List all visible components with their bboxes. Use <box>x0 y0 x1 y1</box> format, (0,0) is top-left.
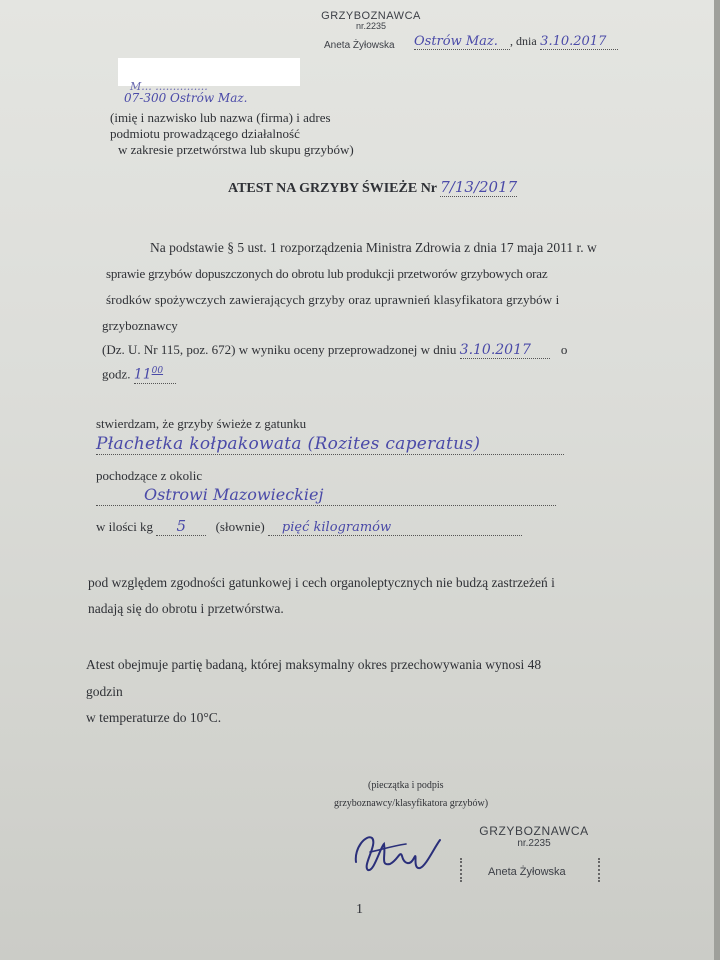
para2-line2: nadają się do obrotu i przetwórstwa. <box>88 601 284 616</box>
minutes-value: 00 <box>151 366 164 376</box>
place-handwritten: Ostrów Maz. <box>414 34 510 50</box>
quantity-prefix: w ilości kg <box>96 519 154 534</box>
sender-label-line2: podmiotu prowadzącego działalność <box>110 126 300 141</box>
hour-value: 11 <box>133 366 152 383</box>
para1-hour-label: godz. <box>102 366 131 382</box>
stamp-bottom-line2: nr.2235 <box>517 838 551 850</box>
signature <box>350 826 446 876</box>
sender-label-line1: (imię i nazwisko lub nazwa (firma) i adres <box>110 110 331 125</box>
para3-line3: w temperaturze do 10°C. <box>86 710 222 725</box>
para3-line1: Atest obejmuje partię badaną, której maksymalny okres przechowywania wynosi 48 <box>86 657 542 672</box>
stamp-top-line2: nr.2235 <box>355 21 387 32</box>
para1-line5-prefix: (Dz. U. Nr 115, poz. 672) w wyniku oceny przeprowadzonej w dniu <box>102 342 457 357</box>
para1-line3: środków spożywczych zawierających grzyby oraz uprawnień klasyfikatora grzybów i <box>106 292 560 307</box>
date-handwritten: 3.10.2017 <box>540 34 618 50</box>
paper-edge <box>714 0 720 960</box>
stamp-bottom-line1: GRZYBOZNAWCA <box>479 824 589 838</box>
para1-line5-suffix: o <box>560 342 568 357</box>
origin-handwritten: Ostrowi Mazowieckiej <box>144 485 324 504</box>
page-number: 1 <box>356 902 363 917</box>
sender-handwritten-line1: M... ............... <box>130 80 208 93</box>
sender-handwritten-line2: 07-300 Ostrów Maz. <box>124 91 248 105</box>
date-label: , dnia <box>510 34 537 48</box>
para1-line2: sprawie grzybów dopuszczonych do obrotu lub produkcji przetworów grzybowych oraz <box>106 266 548 281</box>
document-title <box>228 178 517 197</box>
quantity-value-handwritten: 5 <box>156 517 206 536</box>
para1-line6 <box>102 366 176 384</box>
stamp-mark-left <box>460 858 464 882</box>
quantity-words-handwritten: pięć kilogramów <box>268 520 522 536</box>
stamp-top <box>306 10 436 32</box>
stamp-bottom-name: Aneta Żyłowska <box>488 866 566 878</box>
title-number-handwritten: 7/13/2017 <box>440 178 518 196</box>
stamp-top-name: Aneta Żyłowska <box>324 40 395 51</box>
para1-line4: grzyboznawcy <box>102 318 178 333</box>
species-label: stwierdzam, że grzyby świeże z gatunku <box>96 416 307 431</box>
para1-line5 <box>102 342 567 359</box>
sender-label-line3: w zakresie przetwórstwa lub skupu grzybów) <box>118 142 354 157</box>
stamp-bottom <box>470 825 598 849</box>
para1-hour-handwritten <box>134 366 176 384</box>
stamp-mark-right <box>598 858 602 882</box>
stamp-top-line1: GRZYBOZNAWCA <box>321 10 421 22</box>
para2-line1: pod względem zgodności gatunkowej i cech organoleptycznych nie budzą zastrzeżeń i <box>88 575 555 590</box>
species-handwritten: Płachetka kołpakowata (Rozites caperatus) <box>96 434 564 455</box>
para3-line2: godzin <box>86 684 123 699</box>
place-date <box>414 34 618 50</box>
quantity-line <box>96 517 522 536</box>
title-text: ATEST NA GRZYBY ŚWIEŻE Nr <box>228 181 437 196</box>
quantity-words-label: (słownie) <box>215 519 265 534</box>
signature-caption-line1: (pieczątka i podpis <box>368 780 444 791</box>
signature-caption-line2: grzyboznawcy/klasyfikatora grzybów) <box>334 798 489 809</box>
origin-line <box>96 485 556 506</box>
para1-line1: Na podstawie § 5 ust. 1 rozporządzenia Ministra Zdrowia z dnia 17 maja 2011 r. w <box>150 240 597 255</box>
origin-label: pochodzące z okolic <box>96 468 203 483</box>
para1-date-handwritten: 3.10.2017 <box>460 342 550 359</box>
